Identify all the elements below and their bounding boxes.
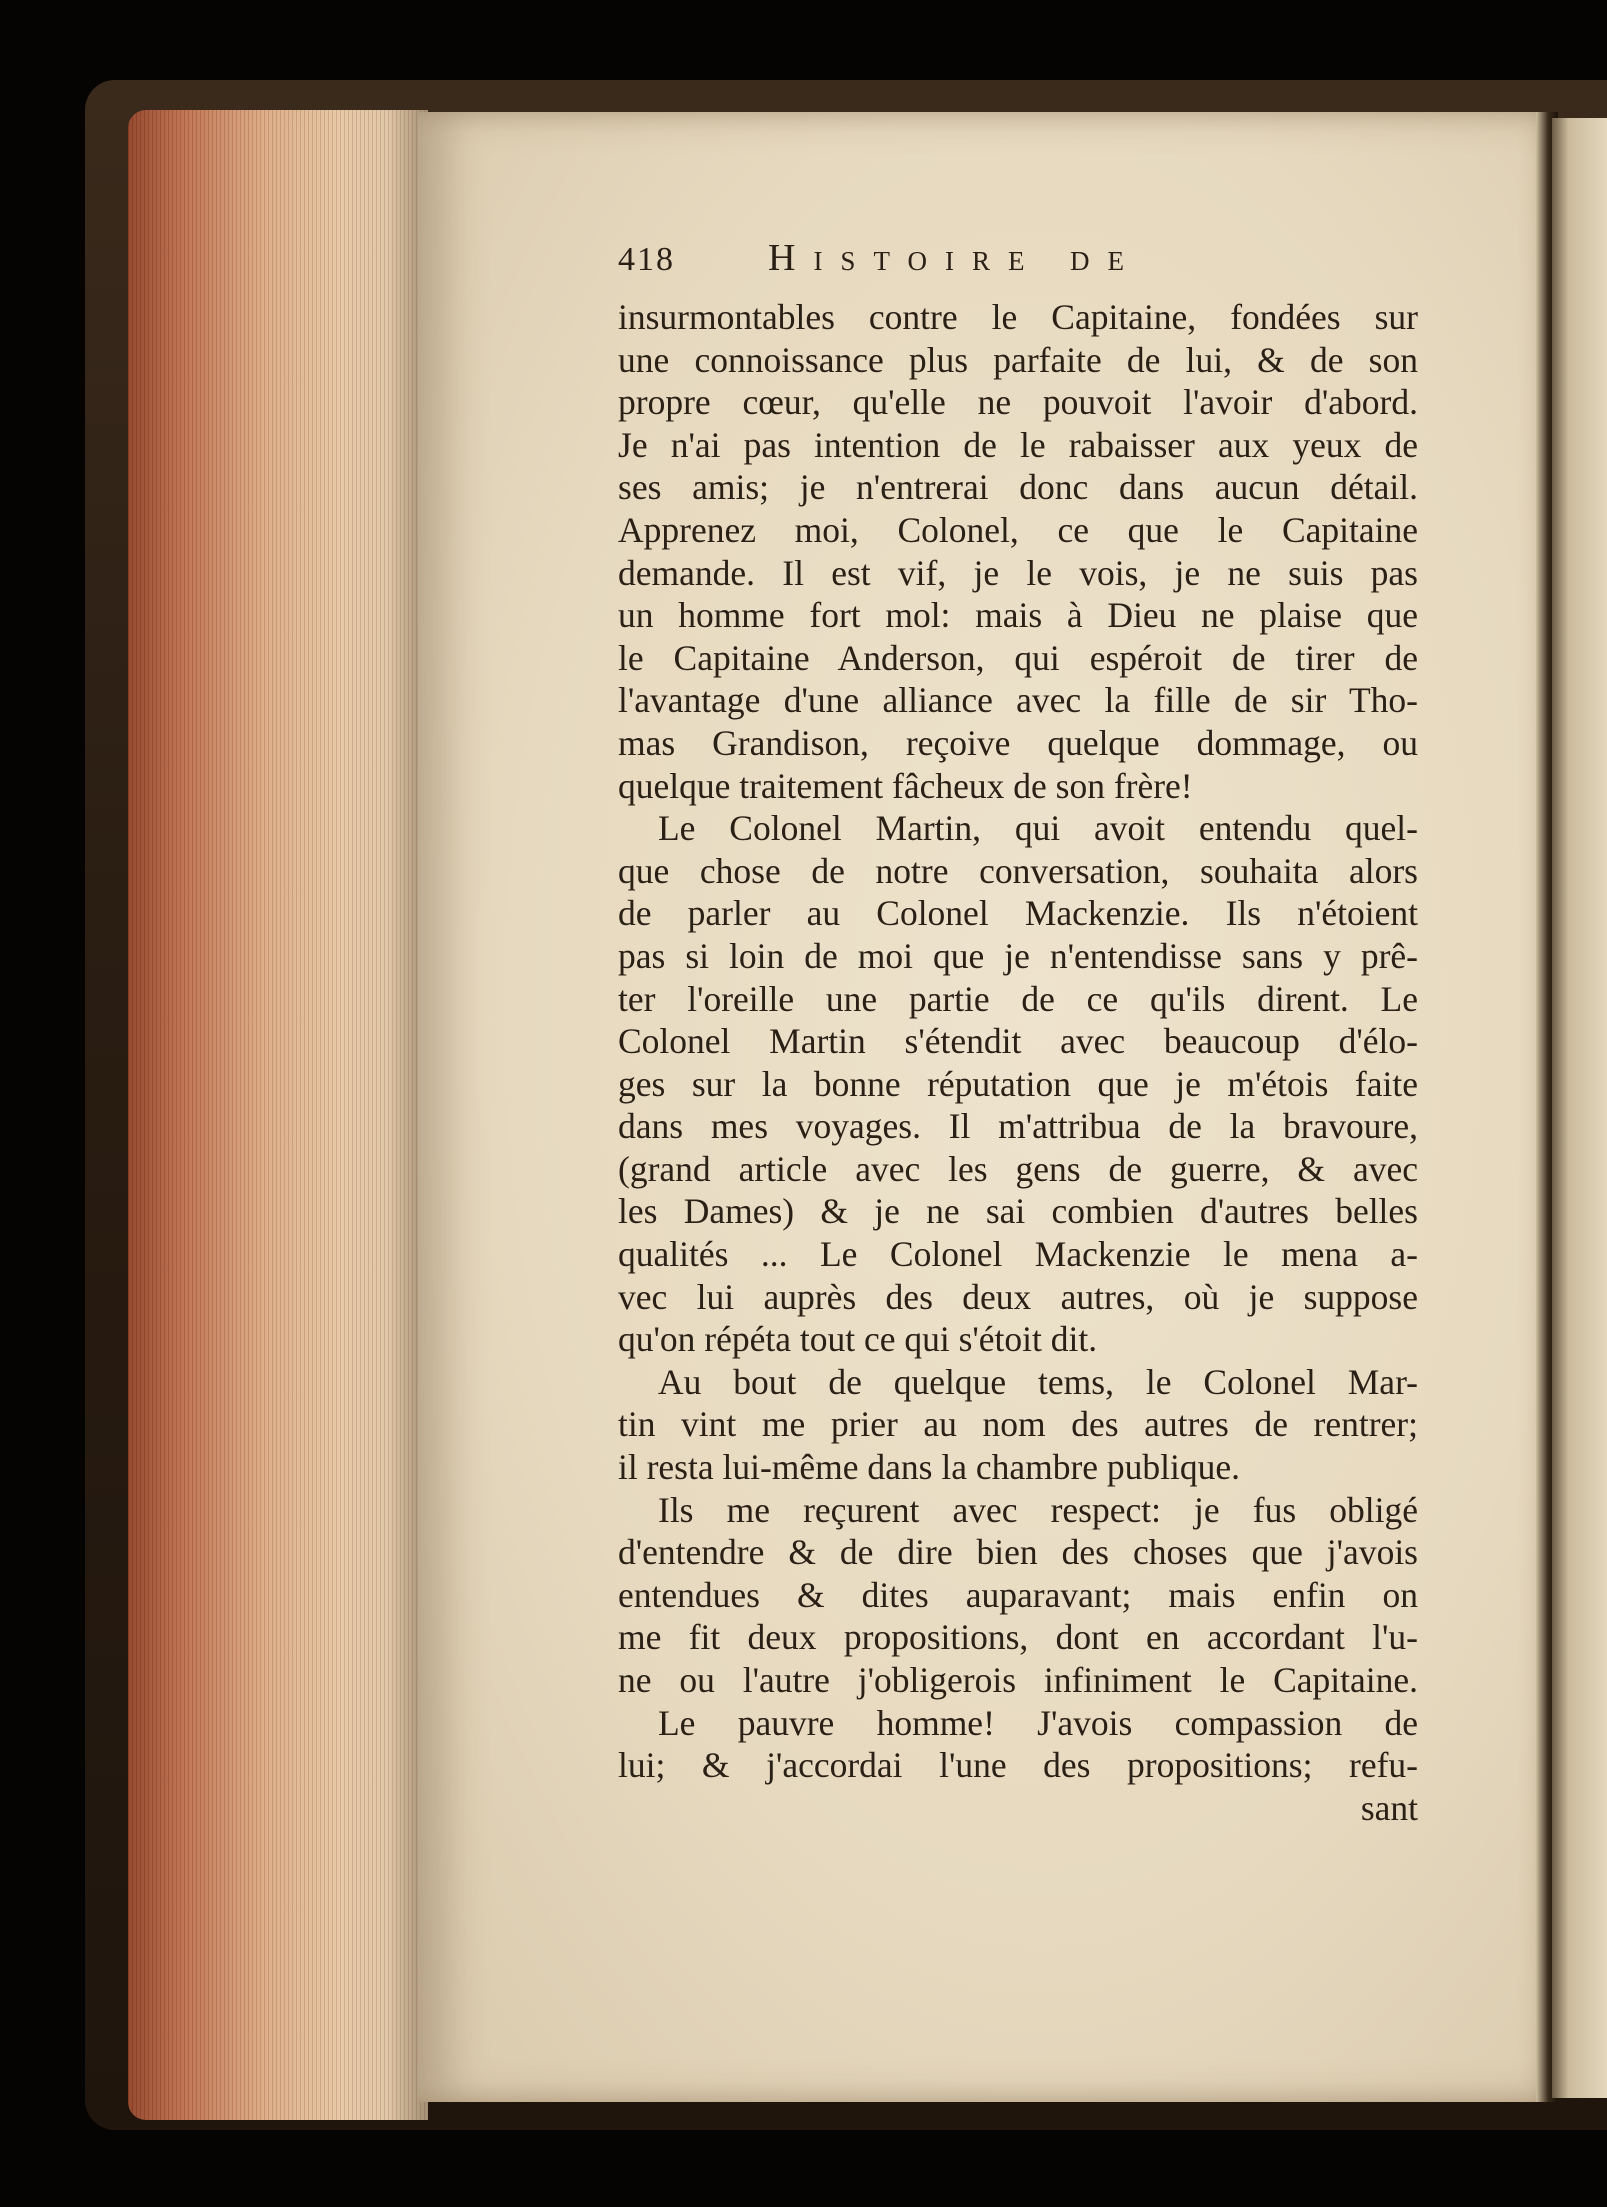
text-line: entendues & dites auparavant; mais enfin on: [618, 1574, 1418, 1615]
running-head: [618, 236, 1418, 296]
text-line: pas si loin de moi que je n'entendisse sans y prê-: [618, 935, 1418, 976]
text-line: un homme fort mol: mais à Dieu ne plaise que: [618, 595, 1418, 636]
text-line: dans mes voyages. Il m'attribua de la bravoure,: [618, 1106, 1418, 1147]
text-line: propre cœur, qu'elle ne pouvoit l'avoir d'abord.: [618, 382, 1418, 423]
text-line: Le pauvre homme! J'avois compassion de: [658, 1702, 1418, 1743]
text-line: lui; & j'accordai l'une des propositions; refu-: [618, 1745, 1418, 1786]
facing-page-edge: [1552, 118, 1607, 2098]
text-line: Colonel Martin s'étendit avec beaucoup d'élo-: [618, 1021, 1418, 1062]
text-line: vec lui auprès des deux autres, où je suppose: [618, 1276, 1418, 1317]
text-line: une connoissance plus parfaite de lui, & de son: [618, 339, 1418, 380]
text-line: l'avantage d'une alliance avec la fille de sir Tho-: [618, 680, 1418, 721]
text-line: qu'on répéta tout ce qui s'étoit dit.: [618, 1319, 1098, 1360]
text-line: ter l'oreille une partie de ce qu'ils dirent. Le: [618, 978, 1418, 1019]
text-line: ne ou l'autre j'obligerois infiniment le Capitaine.: [618, 1660, 1418, 1700]
text-line: ges sur la bonne réputation que je m'étois faite: [618, 1063, 1418, 1104]
text-line: qualités ... Le Colonel Mackenzie le mena a-: [618, 1234, 1418, 1275]
text-line: il resta lui-même dans la chambre publique.: [618, 1447, 1241, 1488]
text-line: tin vint me prier au nom des autres de rentrer;: [618, 1404, 1418, 1445]
text-line: ses amis; je n'entrerai donc dans aucun détail.: [618, 467, 1418, 508]
text-line: que chose de notre conversation, souhaita alors: [618, 850, 1418, 891]
text-line: le Capitaine Anderson, qui espéroit de tirer de: [618, 637, 1418, 678]
text-line: (grand article avec les gens de guerre, & avec: [618, 1148, 1418, 1189]
text-line: de parler au Colonel Mackenzie. Ils n'étoient: [618, 893, 1418, 934]
text-line: quelque traitement fâcheux de son frère!: [618, 765, 1193, 806]
text-line: me fit deux propositions, dont en accordant l'u-: [618, 1617, 1418, 1658]
page-block-edges: [128, 110, 428, 2120]
text-line: demande. Il est vif, je le vois, je ne suis pas: [618, 552, 1418, 593]
page-text: [618, 236, 1418, 1829]
catchword: sant: [1360, 1787, 1418, 1828]
page-number: 418: [618, 241, 675, 278]
text-line: insurmontables contre le Capitaine, fondées sur: [618, 297, 1418, 337]
text-line: Je n'ai pas intention de le rabaisser aux yeux de: [618, 424, 1418, 465]
text-line: Apprenez moi, Colonel, ce que le Capitaine: [618, 509, 1418, 550]
running-title: Histoire de: [768, 237, 1142, 279]
text-line: Ils me reçurent avec respect: je fus obligé: [658, 1489, 1418, 1530]
text-line: les Dames) & je ne sai combien d'autres belles: [618, 1191, 1418, 1232]
text-line: mas Grandison, reçoive quelque dommage, ou: [618, 722, 1418, 763]
text-line: d'entendre & de dire bien des choses que j'avois: [618, 1532, 1418, 1573]
text-line: Au bout de quelque tems, le Colonel Mar-: [658, 1361, 1418, 1402]
text-line: Le Colonel Martin, qui avoit entendu quel-: [658, 808, 1418, 849]
